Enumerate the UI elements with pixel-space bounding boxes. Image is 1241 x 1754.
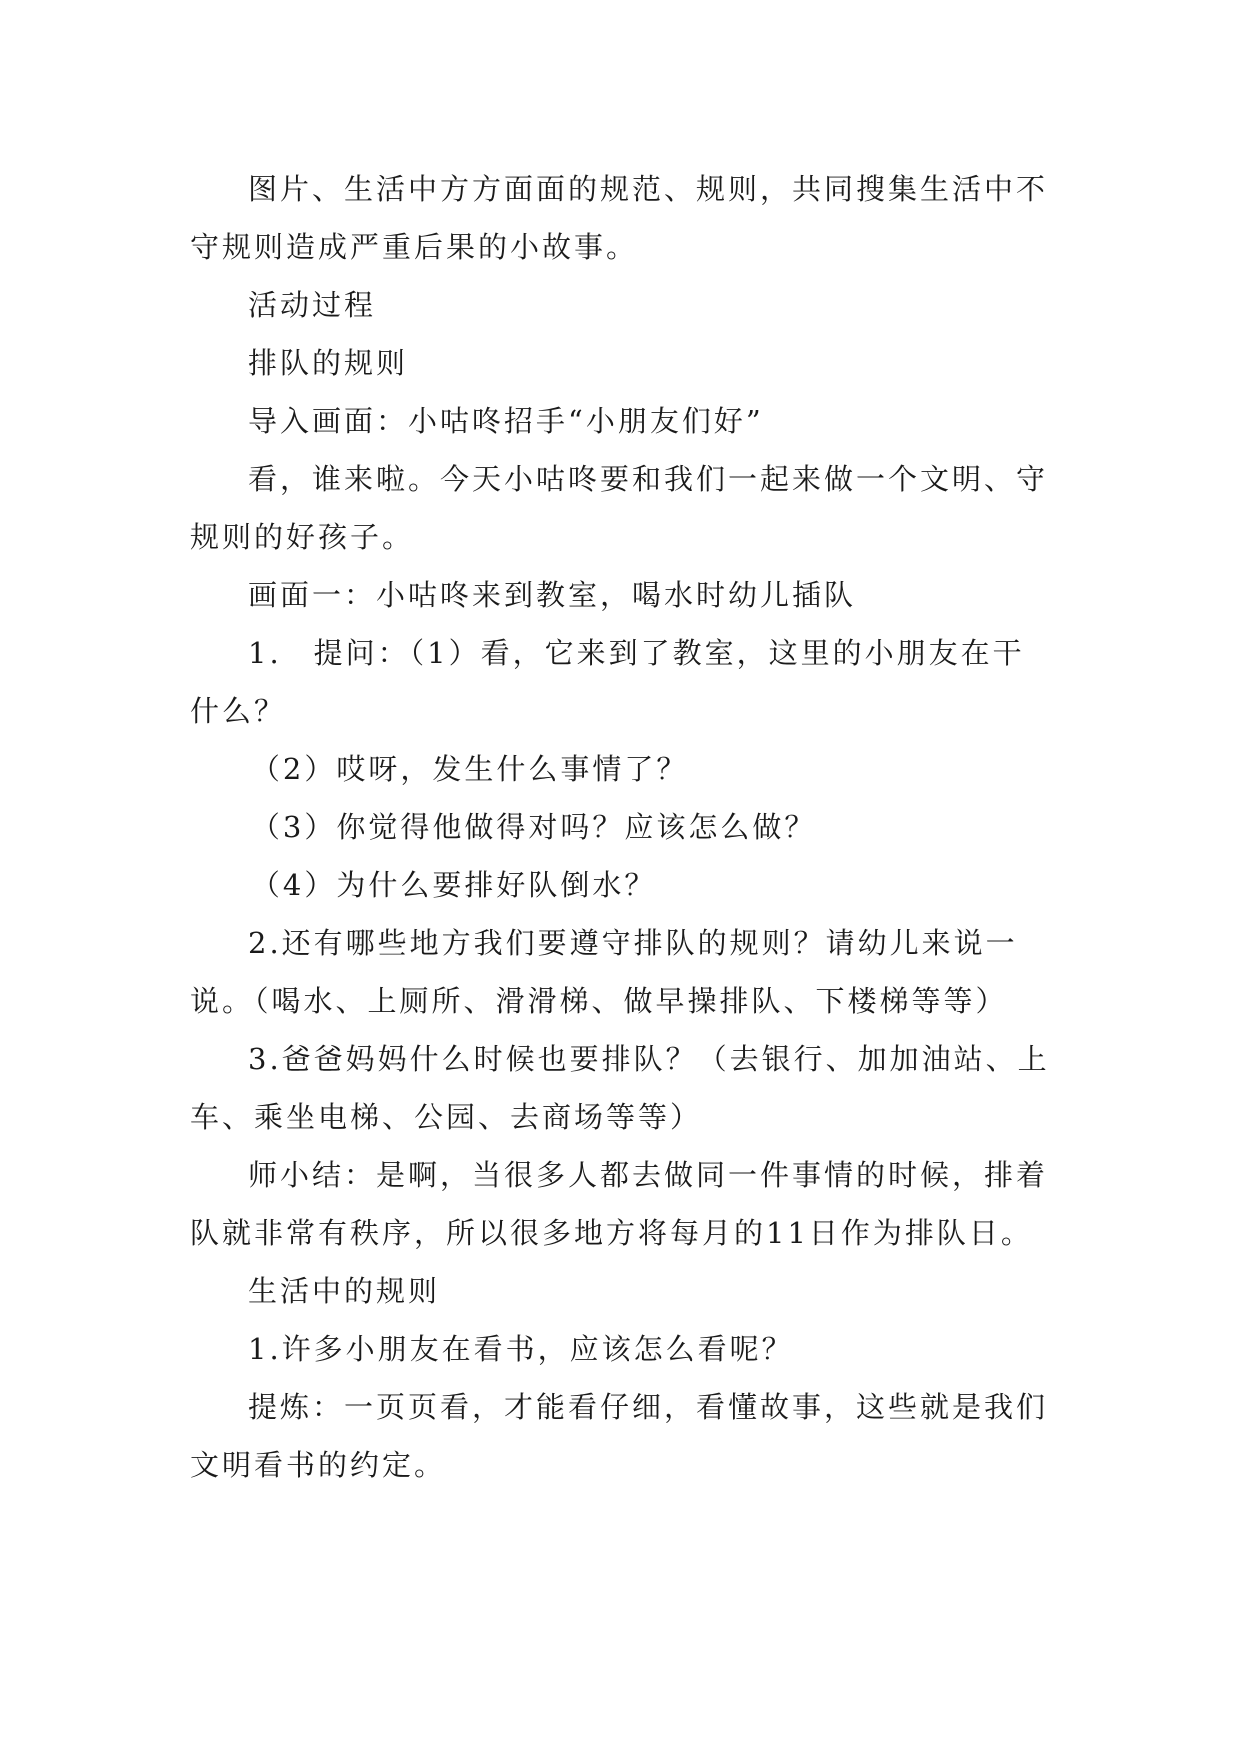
- paragraph-reading-question: 1.许多小朋友在看书，应该怎么看呢？: [248, 1332, 794, 1366]
- paragraph-reading-summary: 提炼：一页页看，才能看仔细，看懂故事，这些就是我们文明看书的约定。: [190, 1390, 1049, 1482]
- paragraph-look-who: 看，谁来啦。今天小咕咚要和我们一起来做一个文明、守规则的好孩子。: [190, 462, 1049, 554]
- paragraph-question-1-4: （4）为什么要排好队倒水？: [250, 868, 657, 902]
- paragraph-materials: 图片、生活中方方面面的规范、规则，共同搜集生活中不守规则造成严重后果的小故事。: [190, 172, 1049, 264]
- paragraph-question-3: 3.爸爸妈妈什么时候也要排队？（去银行、加加油站、上车、乘坐电梯、公园、去商场等等）: [190, 1042, 1050, 1134]
- heading-queue-rules: 排队的规则: [248, 346, 409, 380]
- paragraph-question-1-2: （2）哎呀，发生什么事情了？: [250, 752, 689, 786]
- paragraph-intro-scene: 导入画面：小咕咚招手“小朋友们好”: [248, 404, 764, 438]
- heading-life-rules: 生活中的规则: [248, 1274, 441, 1308]
- paragraph-question-1: 1. 提问：（1）看，它来到了教室，这里的小朋友在干什么？: [190, 636, 1025, 728]
- document-body: [190, 160, 1050, 1494]
- heading-activity-process: 活动过程: [248, 288, 377, 322]
- paragraph-question-1-3: （3）你觉得他做得对吗？应该怎么做？: [250, 810, 817, 844]
- paragraph-teacher-summary: 师小结：是啊，当很多人都去做同一件事情的时候，排着队就非常有秩序，所以很多地方将每月的11日作为排队日。: [190, 1158, 1049, 1250]
- paragraph-question-2: 2.还有哪些地方我们要遵守排队的规则？请幼儿来说一说。（喝水、上厕所、滑滑梯、做早操排队、下楼梯等等）: [190, 926, 1018, 1018]
- paragraph-scene-one: 画面一：小咕咚来到教室，喝水时幼儿插队: [248, 578, 857, 612]
